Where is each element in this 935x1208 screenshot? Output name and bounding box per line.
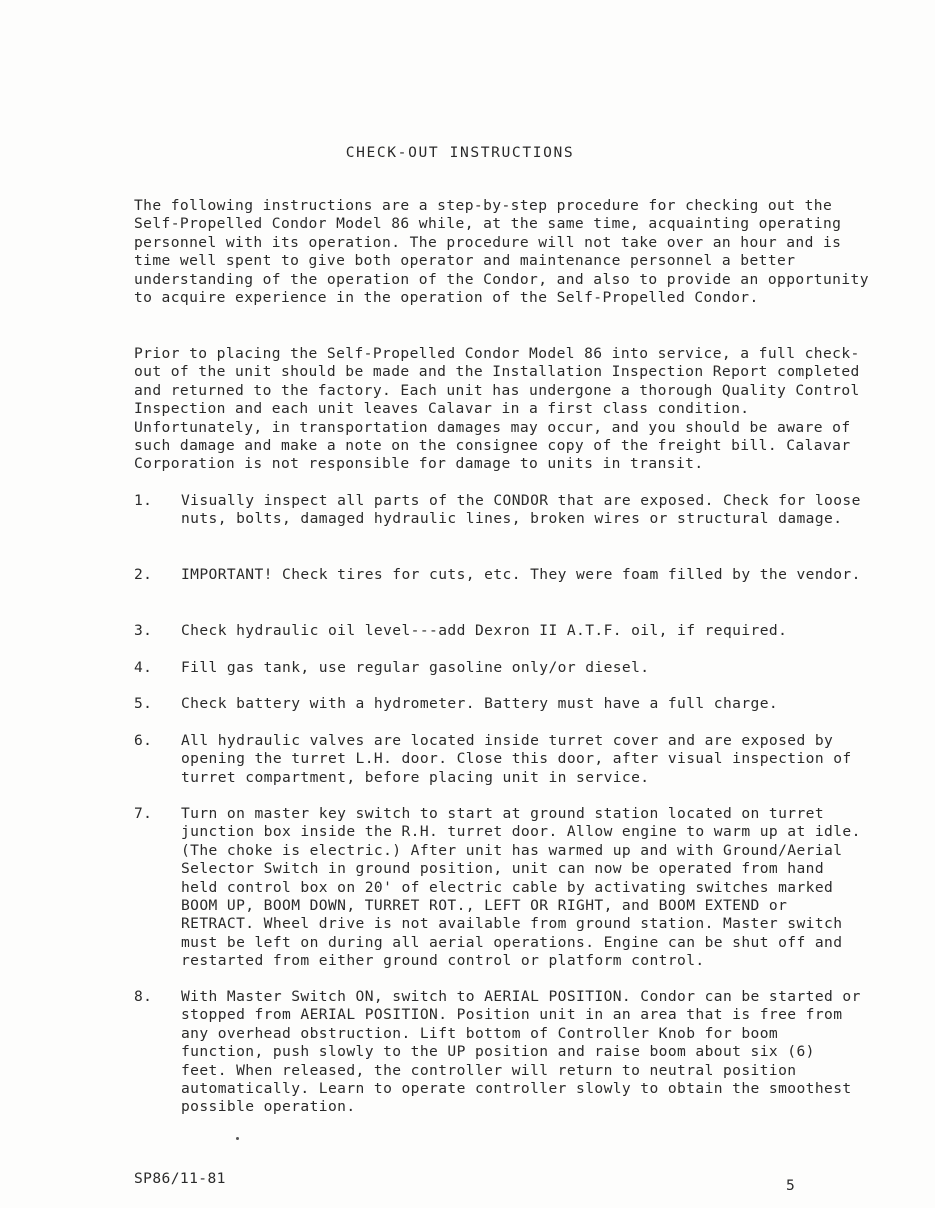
item-number: 3. — [134, 622, 153, 639]
item-text: IMPORTANT! Check tires for cuts, etc. They were foam filled by the vendor. — [181, 566, 861, 583]
item-number: 7. — [134, 805, 153, 822]
item-number: 1. — [134, 492, 153, 509]
item-text: All hydraulic valves are located inside turret cover and are exposed by opening the turret L.H. door. Close this door, after visual inspection of turret compartment, before placing unit in service. — [181, 732, 852, 786]
item-text: With Master Switch ON, switch to AERIAL POSITION. Condor can be started or stopped from AERIAL POSITION. Position unit in an area that is free from any overhead obstruction. Lift bottom of Controller Knob for boom function, push slowly to the UP position and raise boom about six (6) feet. When released, the controller will return to neutral position automatically. Learn to operate controller slowly to obtain the smoothest possible operation. — [181, 988, 861, 1116]
item-text: Check battery with a hydrometer. Battery must have a full charge. — [181, 695, 779, 712]
item-number: 6. — [134, 732, 153, 749]
item-text: Fill gas tank, use regular gasoline only/or diesel. — [181, 659, 650, 676]
item-number: 5. — [134, 695, 153, 712]
page-title: CHECK-OUT INSTRUCTIONS — [345, 144, 575, 161]
intro-paragraph: The following instructions are a step-by-step procedure for checking out the Self-Propelled Condor Model 86 while, at the same time, acquainting operating personnel with its operation. The procedure will not take over an hour and is time well spent to give both operator and maintenance personnel a better understanding of the operation of the Condor, and also to provide an opportunity to acquire experience in the operation of the Self-Propelled Condor. — [134, 197, 869, 307]
page-number: 5 — [786, 1177, 796, 1194]
document-code: SP86/11-81 — [134, 1170, 226, 1187]
item-number: 4. — [134, 659, 153, 676]
item-text: Visually inspect all parts of the CONDOR that are exposed. Check for loose nuts, bolts, damaged hydraulic lines, broken wires or structural damage. — [181, 492, 861, 528]
item-number: 2. — [134, 566, 153, 583]
item-text: Check hydraulic oil level---add Dexron II A.T.F. oil, if required. — [181, 622, 788, 639]
item-text: Turn on master key switch to start at ground station located on turret junction box inside the R.H. turret door. Allow engine to warm up at idle. (The choke is electric.) After unit has warmed up and with Ground/Aerial Selector Switch in ground position, unit can now be operated from hand held control box on 20' of electric cable by activating switches marked BOOM UP, BOOM DOWN, TURRET ROT., LEFT OR RIGHT, and BOOM EXTEND or RETRACT. Wheel drive is not available from ground station. Master switch must be left on during all aerial operations. Engine can be shut off and restarted from either ground control or platform control. — [181, 805, 861, 970]
item-number: 8. — [134, 988, 153, 1005]
shipping-paragraph: Prior to placing the Self-Propelled Condor Model 86 into service, a full check-out of the unit should be made and the Installation Inspection Report completed and returned to the factory. Each unit has undergone a thorough Quality Control Inspection and each unit leaves Calavar in a first class condition. Unfortunately, in transportation damages may occur, and you should be aware of such damage and make a note on the consignee copy of the freight bill. Calavar Corporation is not responsible for damage to units in transit. — [134, 345, 860, 473]
stray-mark — [236, 1137, 239, 1140]
